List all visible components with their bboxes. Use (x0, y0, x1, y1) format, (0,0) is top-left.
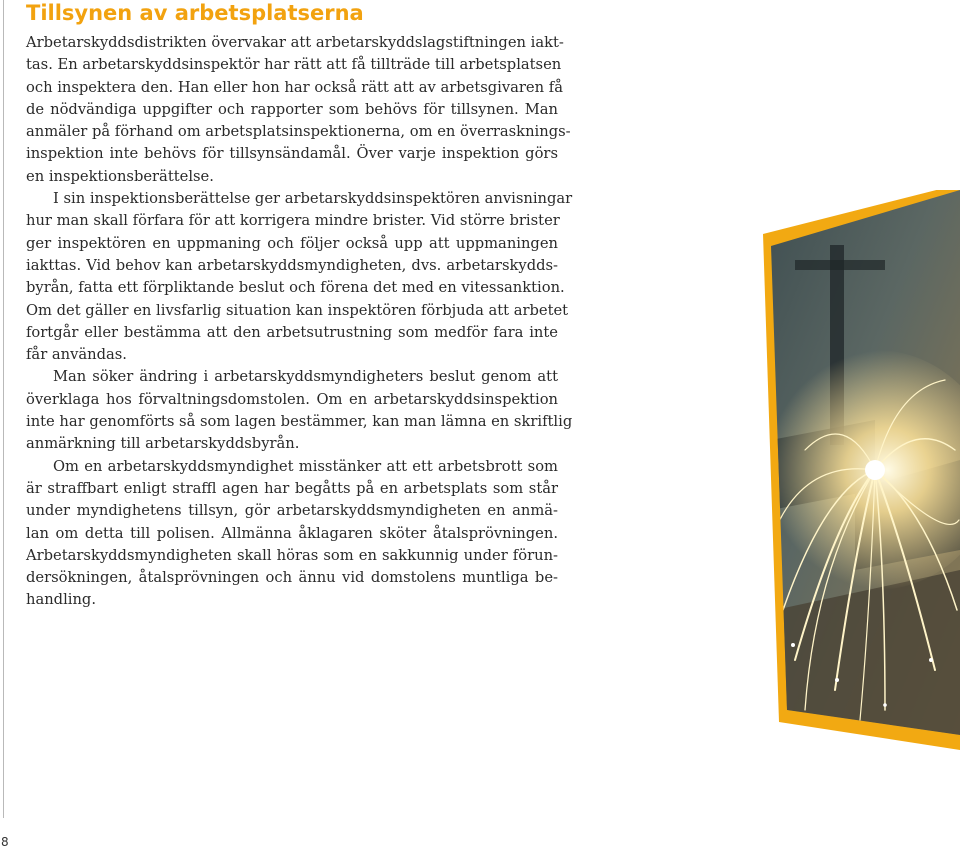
paragraph-line: Om en arbetarskyddsmyndighet misstänker att ett arbetsbrott som (53, 457, 558, 475)
body-text (26, 32, 573, 612)
welding-photo (735, 190, 960, 750)
paragraph-line: inte har genomförts så som lagen bestämmer, kan man lämna en skriftlig (26, 413, 573, 431)
paragraph-line: Om det gäller en livsfarlig situation kan inspektören förbjuda att arbetet (26, 301, 569, 319)
paragraph-line: I sin inspektionsberättelse ger arbetarskyddsinspektören anvisningar (53, 190, 573, 208)
page-number: 8 (1, 835, 9, 849)
paragraph-line: lan om detta till polisen. Allmänna åklagaren sköter åtalsprövningen. (26, 524, 558, 542)
paragraph-line: ger inspektören en uppmaning och följer också upp att uppmaningen (26, 234, 558, 252)
paragraph-line: Arbetarskyddsmyndigheten skall höras som en sakkunnig under förun- (26, 546, 558, 564)
paragraph-line: en inspektionsberättelse. (26, 167, 214, 185)
paragraph-line: handling. (26, 591, 97, 609)
paragraph-line: och inspektera den. Han eller hon har också rätt att av arbetsgivaren få (26, 78, 563, 96)
paragraph-line: fortgår eller bestämma att den arbetsutrustning som medför fara inte (26, 323, 558, 341)
paragraph (26, 456, 558, 612)
paragraph-line: är straffbart enligt straffl agen har begåtts på en arbetsplats som står (26, 479, 558, 497)
paragraph-line: de nödvändiga uppgifter och rapporter som behövs för tillsynen. Man (26, 100, 558, 118)
paragraph-line: får användas. (26, 346, 127, 364)
paragraph-line: iakttas. Vid behov kan arbetarskyddsmyndigheten, dvs. arbetarskydds- (26, 256, 558, 274)
paragraph-line: dersökningen, åtalsprövningen och ännu vid domstolens muntliga be- (26, 569, 558, 587)
paragraph-line: anmäler på förhand om arbetsplatsinspektionerna, om en överrasknings- (26, 123, 571, 141)
paragraph-line: byrån, fatta ett förpliktande beslut och förena det med en vitessanktion. (26, 279, 565, 297)
paragraph-line: överklaga hos förvaltningsdomstolen. Om en arbetarskyddsinspektion (26, 390, 558, 408)
paragraph (26, 32, 571, 188)
welding-photo-graphic (735, 190, 960, 750)
paragraph (26, 188, 573, 366)
section-heading: Tillsynen av arbetsplatserna (26, 1, 364, 25)
paragraph-line: tas. En arbetarskyddsinspektör har rätt att få tillträde till arbetsplatsen (26, 56, 562, 74)
paragraph-line: inspektion inte behövs för tillsynsändamål. Över varje inspektion görs (26, 145, 558, 163)
margin-rule (3, 0, 4, 818)
paragraph-line: anmärkning till arbetarskyddsbyrån. (26, 435, 300, 453)
paragraph-line: Man söker ändring i arbetarskyddsmyndigheters beslut genom att (53, 368, 558, 386)
paragraph-line: Arbetarskyddsdistrikten övervakar att arbetarskyddslagstiftningen iakt- (26, 34, 564, 51)
paragraph-line: hur man skall förfara för att korrigera mindre brister. Vid större brister (26, 212, 560, 230)
paragraph-line: under myndighetens tillsyn, gör arbetarskyddsmyndigheten en anmä- (26, 502, 558, 520)
paragraph (26, 366, 573, 455)
